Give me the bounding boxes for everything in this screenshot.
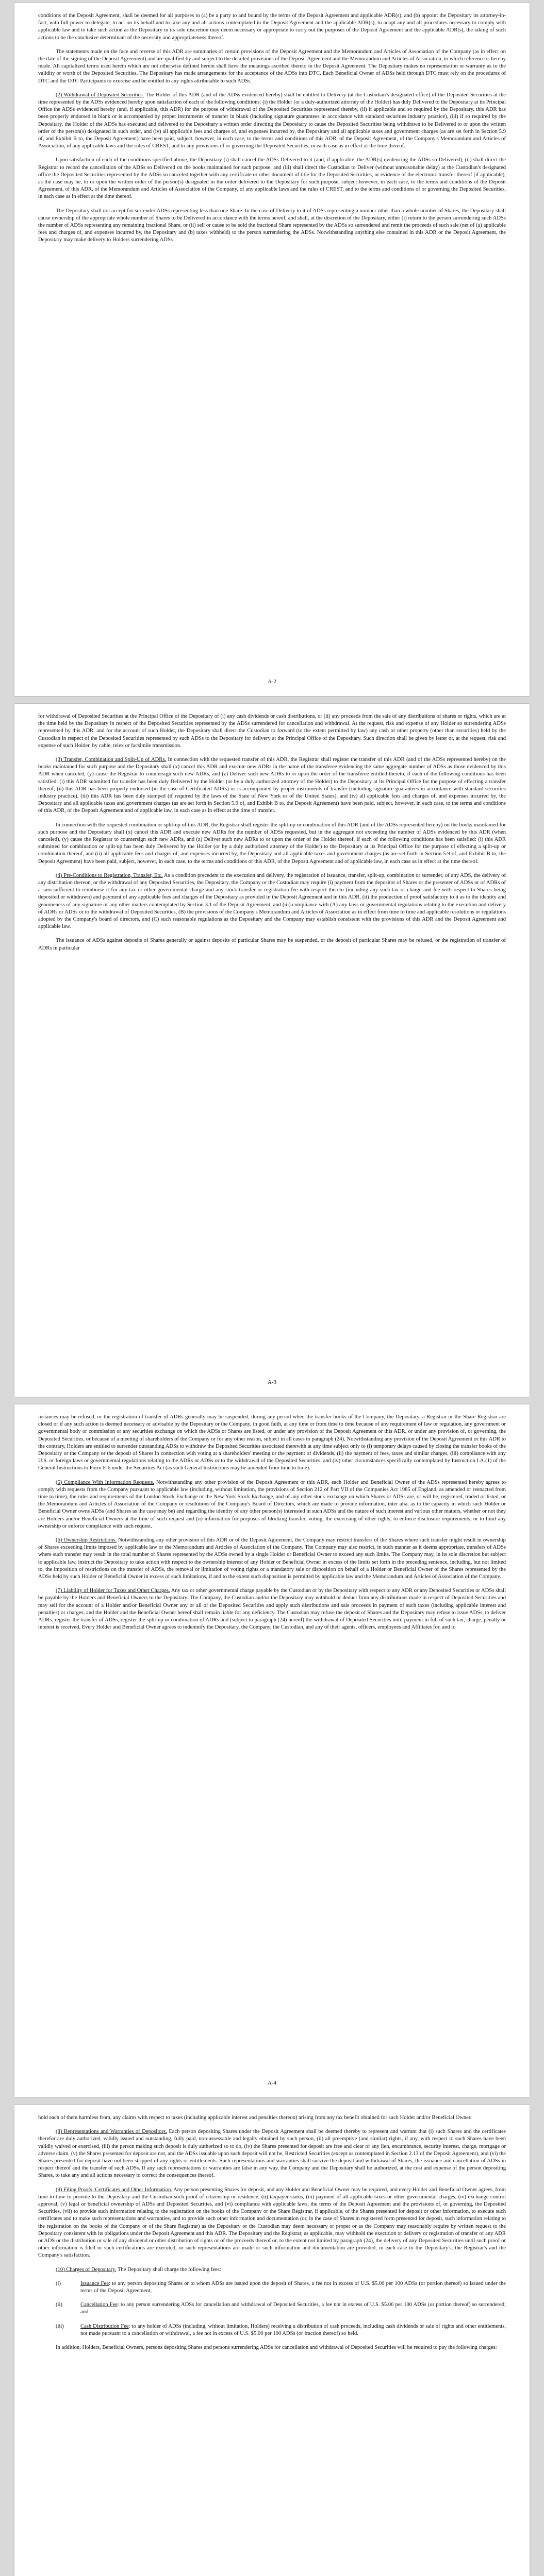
section-heading: (7) Liability of Holder for Taxes and Other Charges. [56,1588,170,1594]
section-paragraph [38,1587,506,1631]
paragraph: instances may be refused, or the registration of transfer of ADRs generally may be suspended, during any period when the transfer books of the Company, the Depositary, a Registrar or the Share Registrar are closed or if any such action is deemed necessary or advisable by the Depositary or the Company, in good faith, at any time or from time to time because of any requirement of law or regulation, any government or governmental body or commission or any securities exchange on which the ADSs or Shares are listed, or under any provision of the Deposit Agreement or this ADR, or under any provision of, or governing, the Deposited Securities, or because of a meeting of shareholders of the Company or for any other reason, subject in all cases to paragraph (24). Notwithstanding any provision of the Deposit Agreement or this ADR to the contrary, Holders are entitled to surrender outstanding ADSs to withdraw the Deposited Securities associated therewith at any time subject only to (i) temporary delays caused by closing the transfer books of the Depositary or the Company or the deposit of Shares in connection with voting at a shareholders' meeting or the payment of dividends, (ii) the payment of fees, taxes and similar charges, (iii) compliance with any U.S. or foreign laws or governmental regulations relating to the ADRs or ADSs or to the withdrawal of the Deposited Securities, and (iv) other circumstances specifically contemplated by Instruction I.A.(1) of the General Instructions to Form F-6 under the Securities Act (as such General Instructions may be amended from time to time). [38,1414,506,1471]
section-paragraph [38,2187,506,2260]
fee-body: : to any person surrendering ADSs for cancellation and withdrawal of Deposited Securities, a fee not in excess of U.S. $5.00 per 100 ADSs (or portion thereof) so surrendered; and [80,2302,506,2315]
section-paragraph [38,92,506,150]
section-heading: (2) Withdrawal of Deposited Securities. [56,92,144,98]
paragraph: for withdrawal of Deposited Securities at the Principal Office of the Depositary of (i) any cash dividends or cash distributions, or (ii) any proceeds from the sale of any distributions of shares or rights, which are at the time held by the Depositary in respect of the Deposited Securities represented by the ADSs surrendered for cancellation and withdrawal. At the request, risk and expense of any Holder so surrendering ADSs represented by this ADR, and for the account of such Holder, the Depositary shall direct the Custodian to forward (to the extent permitted by law) any cash or other property (other than securities) held by the Custodian in respect of the Deposited Securities represented by such ADSs to the Depositary for delivery at the Principal Office of the Depositary. Such direction shall be given by letter or, at the request, risk and expense of such Holder, by cable, telex or facsimile transmission. [38,714,506,749]
fee-number: (ii) [56,2302,62,2308]
paragraph: In addition, Holders, Beneficial Owners, persons depositing Shares and persons surrendering ADSs for cancellation and withdrawal of Deposited Securities will be required to pay the following charges: [56,2345,497,2351]
section-heading: (10) Charges of Depositary. [56,2266,117,2273]
page-number: A-3 [267,1379,277,1385]
section-text: Any person presenting Shares for deposit, and any Holder and Beneficial Owner may be required, and every Holder and Beneficial Owner agrees, from time to time to provide to the Depositary and the Custodian such proof of citizenship or residence, (ii) taxpayer status, (iii) payment of all applicable taxes or other governmental charges, (iv) exchange control approval, (v) legal or beneficial ownership of ADSs and Deposited Securities, and (vi) compliance with applicable laws, the terms of the Deposit Agreement and the provisions of, or governing, the Deposited Securities, (vii) to provide such information relating to the registration on the books of the Company or the Share Registrar, if applicable, of the Shares presented for deposit or other information, to execute such certificates and to make such representations and warranties, and to provide such other information and documentation (or, in the case of Shares in registered form presented for deposit, such information relating to the registration on the books of the Company or of the Share Registrar) as the Depositary or the Custodian may deem necessary or proper or as the Company may reasonably require by written request to the Depositary consistent with its obligations under the Deposit Agreement and this ADR. The Depositary and the Registrar, as applicable, may withhold the execution or delivery or registration of transfer of any ADR or ADS or the distribution or sale of any dividend or other distribution of rights or of the proceeds thereof or, to the extent not limited by paragraph (24), the delivery of any Deposited Securities until such proof or other information is filed or such certifications are executed, or such representations are made or such information and documentation are provided, in each case to the Depositary's, the Registrar's and the Company's satisfaction. [38,2187,506,2259]
paragraph: hold each of them harmless from, any claims with respect to taxes (including applicable interest and penalties thereon) arising from any tax benefit obtained for such Holder and/or Beneficial Owner. [38,2115,472,2121]
section-paragraph [38,2266,506,2274]
section-paragraph [38,2128,506,2179]
document-page [14,3,530,696]
fee-title: Cash Distribution Fee [80,2323,129,2329]
fee-body: : to any holder of ADSs (including, without limitation, Holders) receiving a distribution of cash proceeds, including cash dividends or sale of rights and other entitlements, not made pursuant to a cancellation or withdrawal, a fee not in excess of U.S. $5.00 per 100 ADSs (or fraction thereof) so held. [80,2323,506,2336]
fee-number: (iii) [56,2323,64,2329]
fee-item [56,2323,506,2337]
section-heading: (6) Ownership Restrictions. [56,1537,117,1544]
paragraph: conditions of the Deposit Agreement, shall be deemed for all purposes to (a) be a party to and bound by the terms of the Deposit Agreement and applicable ADR(s), and (b) appoint the Depositary its attorney-in-fact, with full power to delegate, to act on its behalf and to take any and all actions contemplated in the Deposit Agreement and the applicable ADR(s), to adopt any and all procedures necessary to comply with applicable law and to take such action as the Depositary in its sole discretion may deem necessary or appropriate to carry out the purposes of the Deposit Agreement and the applicable ADR(s), the taking of such actions to be the conclusive determinant of the necessity and appropriateness thereof. [38,13,506,41]
section-text: In connection with the requested transfer of this ADR, the Registrar shall register the transfer of this ADR (and of the ADSs represented hereby) on the books maintained for such purpose and the Depositary shall (x) cancel this ADR and execute new ADRs in the name of the transferee evidencing the same aggregate number of ADSs as those evidenced by this ADR when canceled, (y) cause the Registrar to countersign such new ADRs, and (z) Deliver such new ADRs to or upon the order of the transferee entitled thereto, if each of the following conditions has been satisfied: (i) this ADR submitted for transfer has been duly Delivered by the Holder (or by a duly authorized attorney of the Holder) to the Depositary at its Principal Office for the purpose of effecting a transfer thereof, (ii) this ADR has been properly endorsed (in the case of Certificated ADRs) or is accompanied by proper instruments of transfer (including signature guarantees in accordance with standard securities industry practice), (iii) this ADR has been duly stamped (if required by the laws of the State of New York or of the United States), and (iv) all applicable fees and charges of, and expenses incurred by, the Depositary and all applicable taxes and government charges (as are set forth in Section 5.9 of, and Exhibit B to, the Deposit Agreement) have been paid, subject, however, in each case, to the terms and conditions of this ADR, of the Deposit Agreement and of applicable law, in each case as in effect at the time of transfer. [38,757,506,814]
section-heading: (9) Filing Proofs, Certificates and Other Information. [56,2187,172,2193]
fee-item [56,2301,506,2316]
section-heading: (3) Transfer, Combination and Split-Up of ADRs. [56,757,167,763]
document-page [14,2105,530,2576]
paragraph: The statements made on the face and reverse of this ADR are summaries of certain provisions of the Deposit Agreement and the Memorandum and Articles of Association of the Company (as in effect on the date of the signing of the Deposit Agreement) and are qualified by and subject to the detailed provisions of the Deposit Agreement and the Memorandum and Articles of Association, to which reference is hereby made. All capitalized terms used herein which are not otherwise defined herein shall have the meanings ascribed thereto in the Deposit Agreement. The Depositary makes no representation or warranty as to the validity or worth of the Deposited Securities. The Depositary has made arrangements for the acceptance of the ADSs into DTC. Each Beneficial Owner of ADSs held through DTC must rely on the procedures of DTC and the DTC Participants to exercise and be entitled to any rights attributable to such ADSs. [38,48,506,84]
fee-item [56,2280,506,2295]
section-paragraph [38,872,506,931]
section-heading: (8) Representations and Warranties of Depositors. [56,2129,167,2135]
fee-description [80,2280,506,2295]
fee-title: Cancellation Fee [80,2302,118,2308]
fee-number: (i) [56,2280,61,2286]
section-text: Notwithstanding any other provision of the Deposit Agreement or this ADR, each Holder and Beneficial Owner of the ADSs represented hereby agrees to comply with requests from the Company pursuant to applicable law (including, without limitation, the provisions of Section 212 of Part VII of the Companies Act 1985 of England, as amended or reenacted from time to time), the rules and requirements of the London Stock Exchange or the New York Stock Exchange, and of any other stock exchange on which Shares or ADSs are, or will be, registered, traded or listed, or the Memorandum and Articles of Association of the Company or resolutions of the Company's Board of Directors, which are made to provide information, inter alia, as to the capacity in which such Holder or Beneficial Owner owns ADSs (and Shares as the case may be) and regarding the identity of any other person(s) interested in such ADSs and the nature of such interest and various other matters, whether or not they are Holders and/or Beneficial Owners at the time of such request and (ii) information for purposes of blocking transfer, voting, the exercising of other rights, to enforce disclosure requirements, or to limit any ownership or enforce compliance with such request. [38,1479,506,1529]
fee-body: : to any person depositing Shares or to whom ADSs are issued upon the deposit of Shares, a fee not in excess of U.S. $5.00 per 100 ADSs (or portion thereof) so issued under the terms of the Deposit Agreement; [80,2280,506,2294]
section-text: The Holder of this ADR (and of the ADSs evidenced hereby) shall be entitled to Delivery (at the Custodian's designated office) of the Deposited Securities at the time represented by the ADSs evidenced hereby upon satisfaction of each of the following conditions: (i) the Holder (or a duly-authorized attorney of the Holder) has duly Delivered to the Depositary at its Principal Office the ADSs evidenced hereby (and, if applicable, this ADR) for the purpose of withdrawal of the Deposited Securities represented thereby, (ii) if applicable and so required by the Depositary, this ADR has been properly endorsed in blank or is accompanied by proper instruments of transfer in blank (including signature guarantees in accordance with standard securities industry practice), (iii) if so required by the Depositary, the Holder of the ADSs has executed and delivered to the Depositary a written order directing the Depositary to cause the Deposited Securities being withdrawn to be Delivered to or upon the written order of the person(s) designated in such order, and (iv) all applicable fees and charges of, and expenses incurred by, the Depositary and all applicable taxes and government charges (as are set forth in Section 5.9 of, and Exhibit B to, the Deposit Agreement) have been paid, subject, however, in each case, to the terms and conditions of this ADR, of the Deposit Agreement, of the Company's Memorandum and Articles of Association, of any applicable laws and the rules of CREST, and to any provisions of or governing the Deposited Securities, in each case as in effect at the time thereof. [38,92,506,149]
section-heading: (5) Compliance With Information Requests. [56,1479,155,1485]
page-number: A-4 [267,2080,277,2086]
section-heading: (4) Pre-Conditions to Registration, Transfer, Etc. [56,872,163,878]
fee-description [80,2323,506,2337]
paragraph: The issuance of ADSs against deposits of Shares generally or against deposits of particular Shares may be suspended, or the deposit of particular Shares may be refused, or the registration of transfer of ADRs in particular [38,938,506,951]
section-text: Notwithstanding any other provision of this ADR or of the Deposit Agreement, the Company may restrict transfers of the Shares where such transfer might result in ownership of Shares exceeding limits imposed by applicable law or the Memorandum and Articles of Association of the Company. The Company may also restrict, in such manner as it deems appropriate, transfers of ADSs where such transfer may result in the total number of Shares represented by the ADSs owned by a single Holder or Beneficial Owner to exceed any such limits. The Company may, in its sole discretion but subject to applicable law, instruct the Depositary to take action with respect to the ownership interest of any Holder or Beneficial Owner in excess of the limits set forth in the preceding sentence, including, but not limited to, the imposition of restrictions on the transfer of ADSs, the removal or limitation of voting rights or a mandatory sale or disposition on behalf of a Holder or Beneficial Owner of the Shares represented by the ADSs held by such Holder or Beneficial Owner in excess of such limitations, if and to the extent such disposition is permitted by applicable law and the Memorandum and Articles of Association of the Company. [38,1537,506,1580]
paragraph: The Depositary shall not accept for surrender ADSs representing less than one Share. In the case of Delivery to it of ADSs representing a number other than a whole number of Shares, the Depositary shall cause ownership of the appropriate whole number of Shares to be Delivered in accordance with the terms hereof, and shall, at the discretion of the Depositary, either (i) return to the person surrendering such ADSs the number of ADSs representing any remaining fractional Share, or (ii) sell or cause to be sold the fractional Share represented by the ADSs so surrendered and remit the proceeds of such sale (net of (a) applicable fees and charges of, and expenses incurred by, the Depositary and (b) taxes withheld) to the person surrendering the ADSs. Notwithstanding anything else contained in this ADR or the Deposit Agreement, the Depositary may make delivery to Holders surrendering ADSs [38,208,506,243]
document-page [14,704,530,1397]
fee-description [80,2301,506,2316]
section-text: Any tax or other governmental charge payable by the Custodian or by the Depositary with respect to any ADR or any Deposited Securities or ADSs shall be payable by the Holders and Beneficial Owners to the Depositary. The Company, the Custodian and/or the Depositary may withhold or deduct from any distributions made in respect of Deposited Securities and may sell for the account of a Holder and/or Beneficial Owner any or all of the Deposited Securities and apply such distributions and sale proceeds in payment of such taxes (including applicable interest and penalties) or charges, and the Holder and the Beneficial Owner hereof shall remain liable for any deficiency. The Custodian may refuse the deposit of Shares and the Depositary may refuse to issue ADSs, to deliver ADRs, register the transfer of ADSs, register the split-up or combination of ADRs and (subject to paragraph (24) hereof) the withdrawal of Deposited Securities until payment in full of such tax, charge, penalty or interest is received. Every Holder and Beneficial Owner agrees to indemnify the Depositary, the Company, the Custodian, and any of their agents, officers, employees and Affiliates for, and to [38,1588,506,1631]
section-text: The Depositary shall charge the following fees: [116,2266,221,2273]
paragraph: In connection with the requested combination or split-up of this ADR, the Registrar shall register the split-up or combination of this ADR (and of the ADSs represented hereby) on the books maintained for such purpose and the Depositary shall (x) cancel this ADR and execute new ADRs for the number of ADSs requested, but in the aggregate not exceeding the number of ADSs evidenced by this ADR (when canceled), (y) cause the Registrar to countersign such new ADRs, and (z) Deliver such new ADRs to or upon the order of the Holder thereof, if each of the following conditions has been satisfied: (i) this ADR submitted for combination or split-up has been duly Delivered by the Holder (or by a duly authorized attorney of the Holder) to the Depositary at its Principal Office for the purpose of effecting a split-up or combination thereof, and (ii) all applicable fees and charges of, and expenses incurred by, the Depositary and all applicable taxes and government charges (as are set forth in Section 5.9 of, and Exhibit B to, the Deposit Agreement) have been paid, subject, however, in each case, to the terms and conditions of this ADR, of the Deposit Agreement and of applicable law, in each case as in effect at the time thereof. [38,822,506,865]
section-text: Each person depositing Shares under the Deposit Agreement shall be deemed thereby to represent and warrant that (i) such Shares and the certificates therefor are duly authorized, validly issued and outstanding, fully paid, non-assessable and legally obtained by such person, (ii) all preemptive (and similar) rights, if any, with respect to such Shares have been validly waived or exercised, (iii) the person making such deposit is duly authorized so to do, (iv) the Shares presented for deposit are free and clear of any lien, encumbrance, security interest, charge, mortgage or adverse claim, (v) the Shares presented for deposit are not, and the ADSs issuable upon such deposit will not be, Restricted Securities (except as contemplated in Section 2.13 of the Deposit Agreement), and (vi) the Shares presented for deposit have not been stripped of any rights or entitlements. Such representations and warranties shall survive the deposit and withdrawal of Shares, the issuance and cancellation of ADSs in respect thereof and the transfer of such ADSs. If any such representations or warranties are false in any way, the Company and the Depositary shall be authorized, at the cost and expense of the person depositing Shares, to take any and all actions necessary to correct the consequences thereof. [38,2129,506,2179]
section-paragraph [38,1537,506,1581]
section-text: As a condition precedent to the execution and delivery, the registration of issuance, transfer, split-up, combination or surrender, of any ADS, the delivery of any distribution thereon, or the withdrawal of any Deposited Securities, the Depositary, the Company or the Custodian may require (i) payment from the depositor of Shares or the presenter of ADSs or of ADRs of a sum sufficient to reimburse it for any tax or other governmental charge and any stock transfer or registration fee with respect thereto (including any such tax or charge and fee with respect to Shares being deposited or withdrawn) and payment of any applicable fees and charges of the Depositary as provided in the Deposit Agreement and in this ADR, (ii) the production of proof satisfactory to it as to the identity and genuineness of any signature or any other matters contemplated by Section 3.1 of the Deposit Agreement, and (iii) compliance with (A) any laws or governmental regulations relating to the execution and delivery of ADRs or ADSs or to the withdrawal of Deposited Securities, (B) the provisions of the Company's Memorandum and Articles of Association as in effect from time to time and applicable resolutions or regulations adopted by the Company's board of directors, and (C) such reasonable regulations as the Depositary and the Company may establish consistent with the provisions of this ADR and the Deposit Agreement and applicable law. [38,872,506,930]
fee-title: Issuance Fee [80,2280,109,2286]
section-paragraph [38,756,506,815]
fee-list [38,2280,506,2337]
document-page [14,1404,530,2097]
page-number: A-2 [267,679,277,685]
section-paragraph [38,1479,506,1530]
paragraph: Upon satisfaction of each of the conditions specified above, the Depositary (i) shall cancel the ADSs Delivered to it (and, if applicable, the ADR(s) evidencing the ADSs so Delivered), (ii) shall direct the Registrar to record the cancellation of the ADSs so Delivered on the books maintained for such purpose, and (iii) shall direct the Custodian to Deliver (without unreasonable delay) at the Custodian's designated office the Deposited Securities represented by the ADSs so canceled together with any certificate or other document of title for the Deposited Securities, or evidence of the electronic transfer thereof (if applicable), as the case may be, to or upon the written order of the person(s) designated in the order delivered to the Depositary for such purpose, subject however, in each case, to the terms and conditions of the Deposit Agreement, of this ADR, of the Memorandum and Articles of Association of the Company, of any applicable laws and the rules of CREST, and to the terms and conditions of or governing the Deposited Securities, in each case as in effect at the time thereof. [38,157,506,200]
